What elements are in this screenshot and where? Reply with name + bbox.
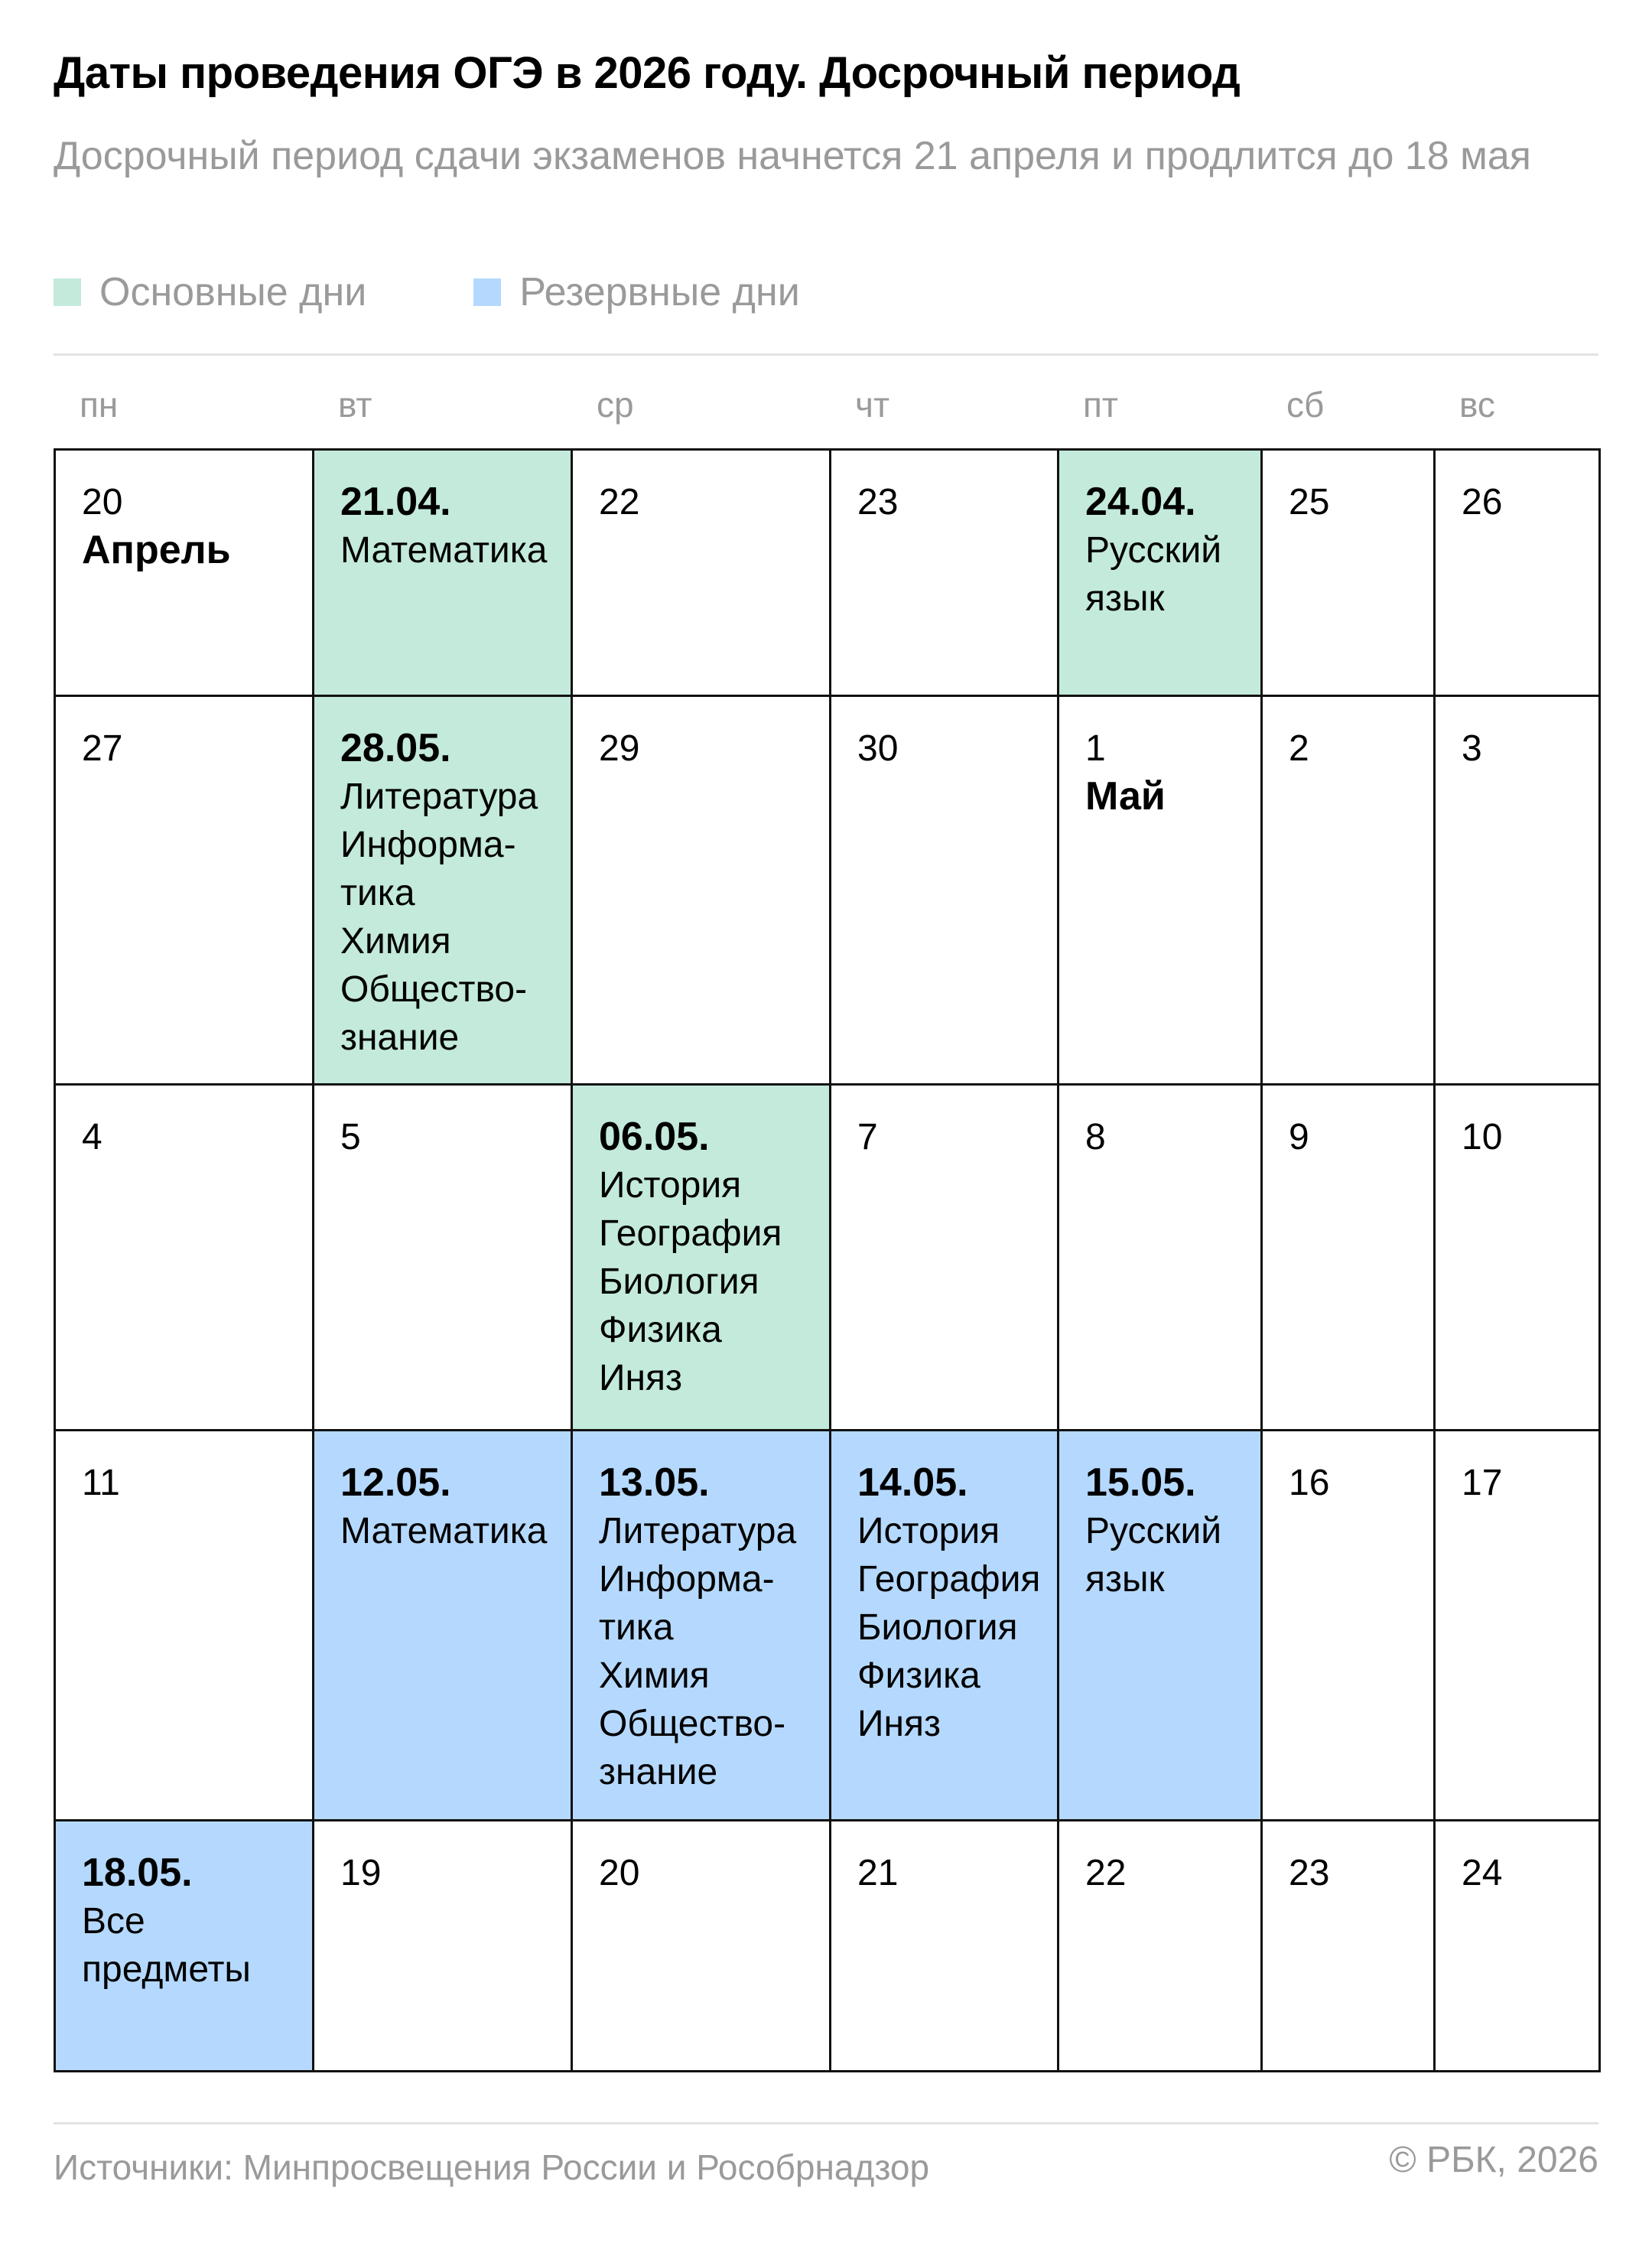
day-number: 23: [857, 482, 899, 522]
calendar-day-cell: [1262, 1821, 1435, 2072]
calendar-day-cell: [831, 1085, 1059, 1431]
day-number: 5: [340, 1117, 361, 1157]
calendar-day-cell: [831, 696, 1059, 1085]
calendar-day-cell: [55, 1431, 314, 1821]
source-note: Источники: Минпросвещения России и Рособрнадзор: [54, 2147, 930, 2187]
exam-subject: Химия: [340, 921, 451, 962]
calendar-day-cell: [1435, 1431, 1600, 1821]
exam-subject: Иняз: [857, 1704, 941, 1744]
exam-subject: Физика: [857, 1655, 980, 1696]
weekday-label: чт: [855, 385, 890, 425]
exam-day-cell: [314, 696, 572, 1085]
calendar-day-cell: [831, 450, 1059, 696]
exam-subject: География: [599, 1213, 782, 1254]
weekday-label: сб: [1286, 385, 1325, 425]
calendar-day-cell: [1435, 450, 1600, 696]
day-number: 25: [1289, 482, 1330, 522]
exam-subject: Информа-: [599, 1559, 775, 1600]
day-number: 1: [1085, 728, 1106, 769]
calendar-week-row: [55, 450, 1600, 696]
day-number: 10: [1462, 1117, 1503, 1157]
exam-date: 21.04.: [340, 480, 451, 524]
exam-subject: Литература: [340, 776, 538, 817]
calendar-day-cell: [55, 450, 314, 696]
exam-subject: Биология: [599, 1261, 759, 1302]
day-number: 22: [1085, 1853, 1127, 1893]
calendar-week-row: [55, 696, 1600, 1085]
exam-subject: Иняз: [599, 1358, 683, 1398]
exam-subject: тика: [599, 1607, 674, 1648]
legend-label-main: Основные дни: [99, 270, 367, 314]
exam-subject: История: [599, 1165, 742, 1206]
exam-subject: Общество-: [340, 969, 528, 1010]
exam-subject: знание: [340, 1017, 460, 1058]
calendar-day-cell: [572, 1821, 831, 2072]
exam-subject: знание: [599, 1752, 718, 1792]
bottom-divider: [54, 2122, 1598, 2124]
exam-day-cell: [314, 450, 572, 696]
exam-subject: предметы: [82, 1949, 251, 1990]
month-label: Май: [1085, 774, 1166, 819]
weekday-label: ср: [597, 385, 634, 425]
page-subtitle: Досрочный период сдачи экзаменов начнется 21 апреля и продлится до 18 мая: [54, 134, 1531, 178]
calendar-week-row: [55, 1821, 1600, 2072]
day-number: 29: [599, 728, 640, 769]
exam-date: 15.05.: [1085, 1460, 1196, 1505]
day-number: 21: [857, 1853, 899, 1893]
exam-subject: Информа-: [340, 825, 516, 865]
day-number: 24: [1462, 1853, 1503, 1893]
calendar-day-cell: [1435, 1085, 1600, 1431]
day-number: 9: [1289, 1117, 1309, 1157]
legend-swatch-main: [54, 278, 81, 306]
legend-swatch-reserve: [473, 278, 501, 306]
day-number: 7: [857, 1117, 878, 1157]
legend-label-reserve: Резервные дни: [519, 270, 800, 314]
calendar-day-cell: [1435, 1821, 1600, 2072]
legend: [54, 269, 907, 315]
exam-subject: Химия: [599, 1655, 710, 1696]
calendar-day-cell: [1059, 1821, 1262, 2072]
exam-date: 28.05.: [340, 726, 451, 770]
exam-subject: язык: [1085, 578, 1165, 619]
exam-day-cell: [314, 1431, 572, 1821]
exam-subject: Общество-: [599, 1704, 786, 1744]
day-number: 4: [82, 1117, 102, 1157]
exam-subject: Биология: [857, 1607, 1018, 1648]
weekday-label: вт: [338, 385, 372, 425]
day-number: 20: [599, 1853, 640, 1893]
day-number: 26: [1462, 482, 1503, 522]
weekday-label: пт: [1083, 385, 1118, 425]
exam-day-cell: [831, 1431, 1059, 1821]
day-number: 20: [82, 482, 123, 522]
day-number: 11: [82, 1463, 120, 1503]
day-number: 16: [1289, 1463, 1330, 1503]
page-title: Даты проведения ОГЭ в 2026 году. Досрочный период: [54, 48, 1241, 98]
calendar-day-cell: [572, 450, 831, 696]
exam-date: 18.05.: [82, 1851, 193, 1895]
exam-day-cell: [1059, 450, 1262, 696]
day-number: 3: [1462, 728, 1482, 769]
exam-day-cell: [1059, 1431, 1262, 1821]
weekday-label: пн: [80, 385, 119, 425]
day-number: 23: [1289, 1853, 1330, 1893]
exam-date: 06.05.: [599, 1115, 710, 1159]
exam-subject: История: [857, 1511, 1000, 1551]
exam-subject: Литература: [599, 1511, 797, 1551]
exam-subject: язык: [1085, 1559, 1165, 1600]
calendar-day-cell: [1262, 450, 1435, 696]
exam-subject: Математика: [340, 530, 548, 571]
top-divider: [54, 353, 1598, 356]
calendar-grid: [54, 448, 1601, 2072]
day-number: 30: [857, 728, 899, 769]
day-number: 27: [82, 728, 123, 769]
exam-subject: тика: [340, 873, 415, 913]
day-number: 2: [1289, 728, 1309, 769]
month-label: Апрель: [82, 528, 231, 572]
calendar-day-cell: [55, 1085, 314, 1431]
exam-date: 24.04.: [1085, 480, 1196, 524]
weekday-label: вс: [1459, 385, 1495, 425]
calendar-day-cell: [55, 696, 314, 1085]
legend-item-reserve: [473, 269, 799, 315]
day-number: 22: [599, 482, 640, 522]
exam-subject: Физика: [599, 1310, 722, 1350]
exam-subject: Русский: [1085, 530, 1222, 571]
legend-item-main: [54, 269, 366, 315]
exam-day-cell: [572, 1431, 831, 1821]
exam-subject: География: [857, 1559, 1041, 1600]
copyright: © РБК, 2026: [1389, 2140, 1598, 2180]
exam-date: 12.05.: [340, 1460, 451, 1505]
calendar-week-row: [55, 1431, 1600, 1821]
calendar-day-cell: [1262, 1085, 1435, 1431]
day-number: 17: [1462, 1463, 1503, 1503]
calendar-day-cell: [831, 1821, 1059, 2072]
calendar-day-cell: [1059, 696, 1262, 1085]
calendar-week-row: [55, 1085, 1600, 1431]
exam-day-cell: [55, 1821, 314, 2072]
exam-subject: Математика: [340, 1511, 548, 1551]
exam-date: 13.05.: [599, 1460, 710, 1505]
calendar-day-cell: [1435, 696, 1600, 1085]
exam-subject: Все: [82, 1901, 145, 1942]
calendar-day-cell: [1262, 1431, 1435, 1821]
calendar-day-cell: [572, 696, 831, 1085]
day-number: 8: [1085, 1117, 1106, 1157]
day-number: 19: [340, 1853, 382, 1893]
calendar-day-cell: [314, 1821, 572, 2072]
calendar-day-cell: [1262, 696, 1435, 1085]
exam-subject: Русский: [1085, 1511, 1222, 1551]
exam-day-cell: [572, 1085, 831, 1431]
calendar-day-cell: [314, 1085, 572, 1431]
calendar-day-cell: [1059, 1085, 1262, 1431]
exam-date: 14.05.: [857, 1460, 968, 1505]
